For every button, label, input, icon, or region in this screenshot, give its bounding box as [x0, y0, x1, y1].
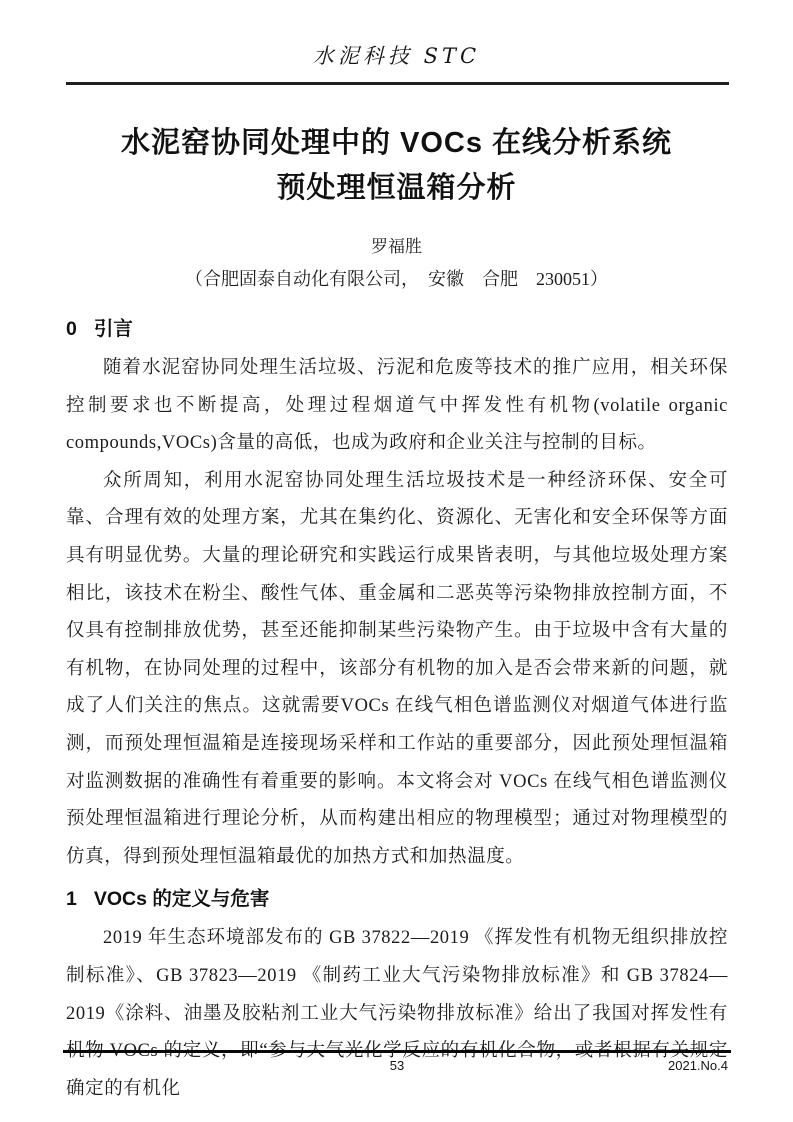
issue-label: 2021.No.4: [668, 1058, 728, 1073]
paragraph: 众所周知，利用水泥窑协同处理生活垃圾技术是一种经济环保、安全可靠、合理有效的处理方案，尤其在集约化、资源化、无害化和安全环保等方面具有明显优势。大量的理论研究和实践运行成果皆表明，与其他垃圾处理方案相比，该技术在粉尘、酸性气体、重金属和二恶英等污染物排放控制方面，不仅具有控制排放优势，甚至还能抑制某些污染物产生。由于垃圾中含有大量的有机物，在协同处理的过程中，该部分有机物的加入是否会带来新的问题，就成了人们关注的焦点。这就需要VOCs 在线气相色谱监测仪对烟道气体进行监测，而预处理恒温箱是连接现场采样和工作站的重要部分，因此预处理恒温箱对监测数据的准确性有着重要的影响。本文将会对 VOCs 在线气相色谱监测仪预处理恒温箱进行理论分析，从而构建出相应的物理模型；通过对物理模型的仿真，得到预处理恒温箱最优的加热方式和加热温度。: [66, 470, 728, 867]
article-title-line-2: 预处理恒温箱分析: [276, 172, 517, 204]
section-heading-0: [66, 316, 728, 342]
page-number: 53: [389, 1058, 405, 1073]
section-number: 1: [66, 888, 77, 911]
header-rule: [66, 82, 729, 85]
paragraph: 随着水泥窑协同处理生活垃圾、污泥和危废等技术的推广应用，相关环保控制要求也不断提高，处理过程烟道气中挥发性有机物(volatile organic compounds,VOCs)含量的高低，也成为政府和企业关注与控制的目标。: [66, 358, 728, 454]
section-title: 引言: [93, 318, 133, 340]
article-title-line-1: 水泥窑协同处理中的 VOCs 在线分析系统: [120, 127, 673, 159]
paragraph: 2019 年生态环境部发布的 GB 37822—2019 《挥发性有机物无组织排放控制标准》、GB 37823—2019 《制药工业大气污染物排放标准》和 GB 37824—2019《涂料、油墨及胶粘剂工业大气污染物排放标准》给出了我国对挥发性有机物 VOCs 的定义，即“参与大气光化学反应的有机化合物，或者根据有关规定确定的有机化: [66, 928, 728, 1099]
section-heading-1: [66, 886, 728, 912]
author-affiliation: （合肥固泰自动化有限公司， 安徽 合肥 230051）: [185, 269, 608, 289]
journal-header: 水泥科技 STC: [312, 44, 481, 68]
article-body: [66, 316, 728, 1108]
page-footer: [66, 1058, 728, 1076]
section-title: VOCs 的定义与危害: [93, 888, 270, 911]
author-name: 罗福胜: [371, 237, 422, 256]
footer-rule: [63, 1050, 731, 1053]
section-number: 0: [66, 318, 77, 340]
article-title: [50, 121, 743, 211]
